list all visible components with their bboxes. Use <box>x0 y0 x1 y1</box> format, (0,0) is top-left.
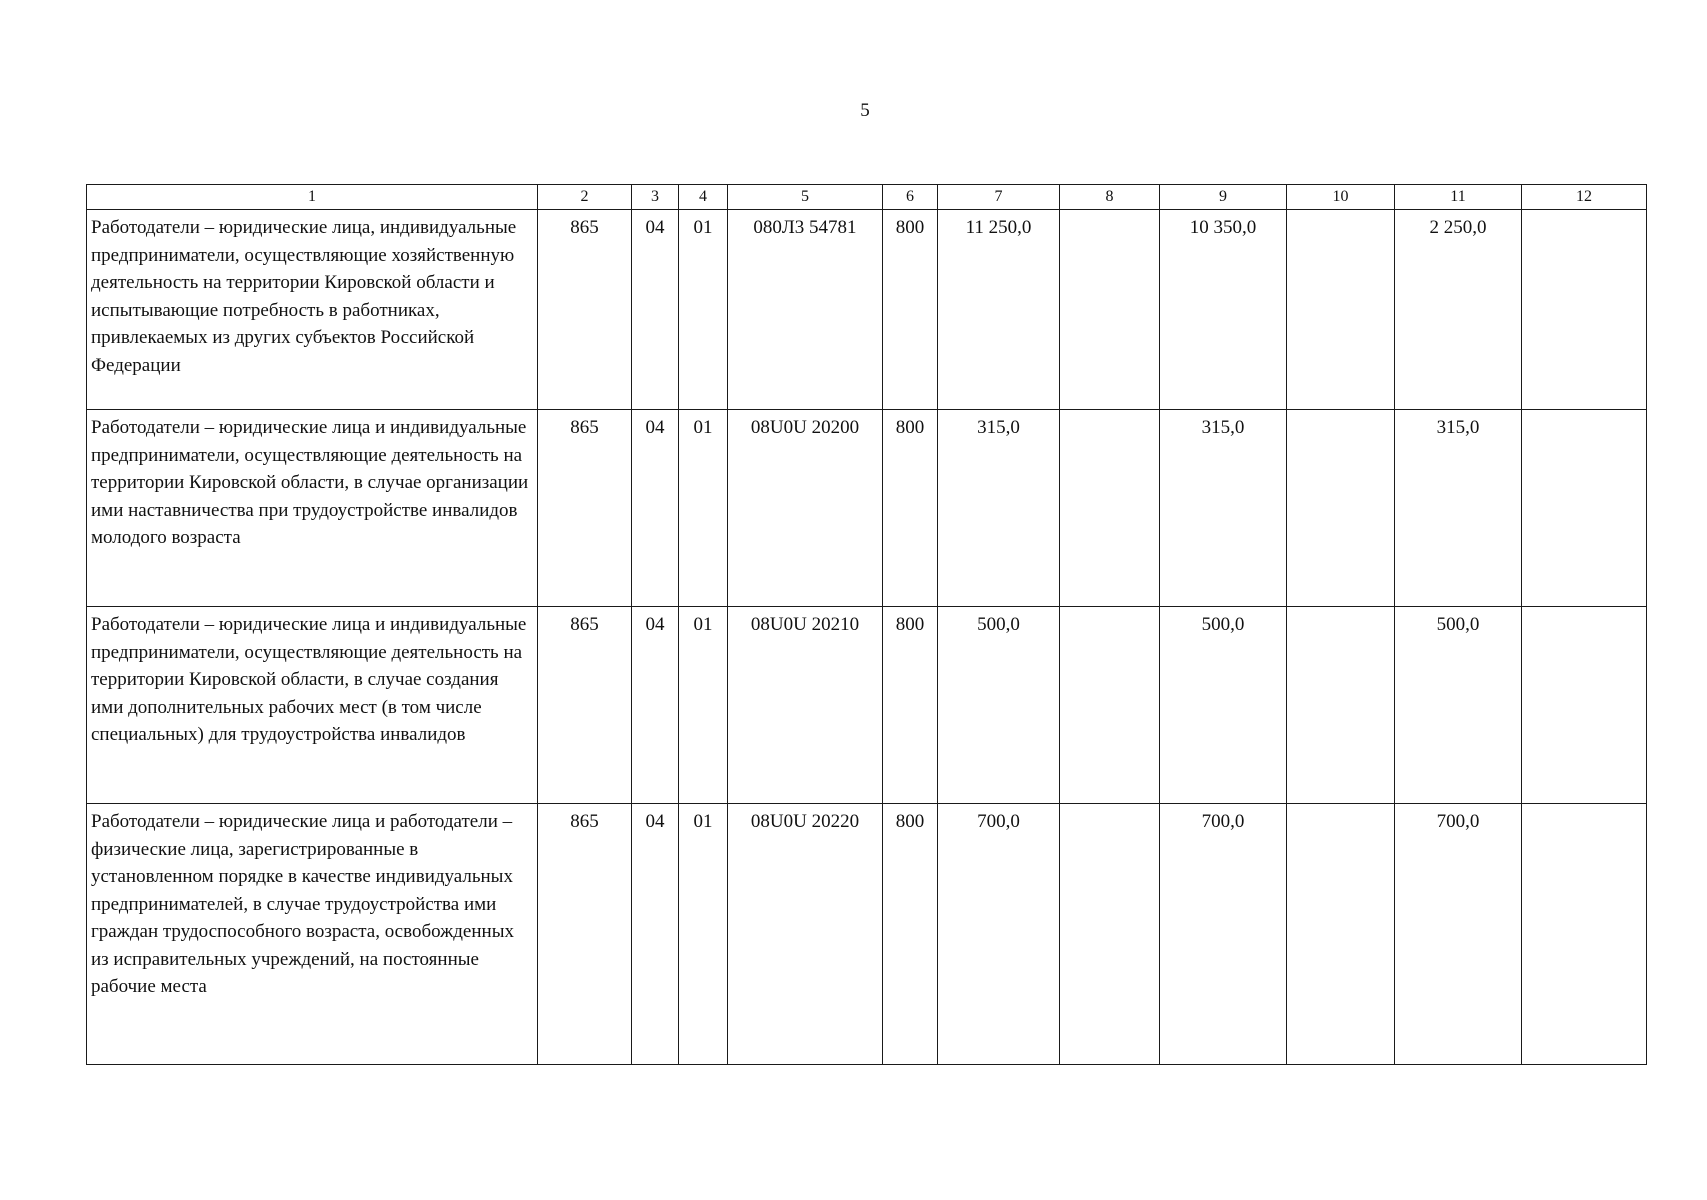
column-header: 11 <box>1395 185 1522 210</box>
amount-col-8 <box>1060 210 1160 410</box>
subsection-code: 01 <box>679 804 728 1065</box>
section-code: 04 <box>632 410 679 607</box>
column-header: 2 <box>538 185 632 210</box>
amount-col-11: 500,0 <box>1395 607 1522 804</box>
amount-col-7: 315,0 <box>938 410 1060 607</box>
header-row <box>87 185 1647 210</box>
expense-type-code: 800 <box>883 804 938 1065</box>
table-row <box>87 607 1647 804</box>
page-number: 5 <box>860 100 870 121</box>
amount-col-10 <box>1287 410 1395 607</box>
column-header: 3 <box>632 185 679 210</box>
amount-col-9: 500,0 <box>1160 607 1287 804</box>
amount-col-12 <box>1522 607 1647 804</box>
ministry-code: 865 <box>538 607 632 804</box>
column-header: 9 <box>1160 185 1287 210</box>
budget-table <box>86 184 1647 1065</box>
table-row <box>87 210 1647 410</box>
section-code: 04 <box>632 804 679 1065</box>
amount-col-10 <box>1287 804 1395 1065</box>
amount-col-9: 700,0 <box>1160 804 1287 1065</box>
subsection-code: 01 <box>679 210 728 410</box>
target-item-code: 080Л3 54781 <box>728 210 883 410</box>
recipient-description: Работодатели – юридические лица и работодатели – физические лица, зарегистрированные в установленном порядке в качестве индивидуальных предпринимателей, в случае трудоустройства ими граждан трудоспособного возраста, освобожденных из исправительных учреждений, на постоянные рабочие места <box>87 804 538 1065</box>
section-code: 04 <box>632 210 679 410</box>
column-header: 1 <box>87 185 538 210</box>
amount-col-8 <box>1060 607 1160 804</box>
amount-col-8 <box>1060 804 1160 1065</box>
amount-col-7: 500,0 <box>938 607 1060 804</box>
amount-col-10 <box>1287 607 1395 804</box>
recipient-description: Работодатели – юридические лица и индивидуальные предприниматели, осуществляющие деятельность на территории Кировской области, в случае создания ими дополнительных рабочих мест (в том числе специальных) для трудоустройства инвалидов <box>87 607 538 804</box>
subsection-code: 01 <box>679 607 728 804</box>
table-row <box>87 804 1647 1065</box>
amount-col-12 <box>1522 410 1647 607</box>
column-header: 12 <box>1522 185 1647 210</box>
ministry-code: 865 <box>538 804 632 1065</box>
ministry-code: 865 <box>538 410 632 607</box>
subsection-code: 01 <box>679 410 728 607</box>
amount-col-12 <box>1522 210 1647 410</box>
column-header: 10 <box>1287 185 1395 210</box>
recipient-description: Работодатели – юридические лица и индивидуальные предприниматели, осуществляющие деятельность на территории Кировской области, в случае организации ими наставничества при трудоустройстве инвалидов молодого возраста <box>87 410 538 607</box>
amount-col-11: 700,0 <box>1395 804 1522 1065</box>
amount-col-9: 10 350,0 <box>1160 210 1287 410</box>
recipient-description: Работодатели – юридические лица, индивидуальные предприниматели, осуществляющие хозяйственную деятельность на территории Кировской области и испытывающие потребность в работниках, привлекаемых из других субъектов Российской Федерации <box>87 210 538 410</box>
amount-col-12 <box>1522 804 1647 1065</box>
column-header: 5 <box>728 185 883 210</box>
amount-col-8 <box>1060 410 1160 607</box>
amount-col-11: 2 250,0 <box>1395 210 1522 410</box>
target-item-code: 08U0U 20200 <box>728 410 883 607</box>
target-item-code: 08U0U 20210 <box>728 607 883 804</box>
expense-type-code: 800 <box>883 410 938 607</box>
amount-col-10 <box>1287 210 1395 410</box>
column-header: 8 <box>1060 185 1160 210</box>
amount-col-11: 315,0 <box>1395 410 1522 607</box>
column-header: 6 <box>883 185 938 210</box>
table-row <box>87 410 1647 607</box>
amount-col-9: 315,0 <box>1160 410 1287 607</box>
amount-col-7: 700,0 <box>938 804 1060 1065</box>
expense-type-code: 800 <box>883 210 938 410</box>
expense-type-code: 800 <box>883 607 938 804</box>
section-code: 04 <box>632 607 679 804</box>
column-header: 4 <box>679 185 728 210</box>
target-item-code: 08U0U 20220 <box>728 804 883 1065</box>
amount-col-7: 11 250,0 <box>938 210 1060 410</box>
ministry-code: 865 <box>538 210 632 410</box>
column-header: 7 <box>938 185 1060 210</box>
